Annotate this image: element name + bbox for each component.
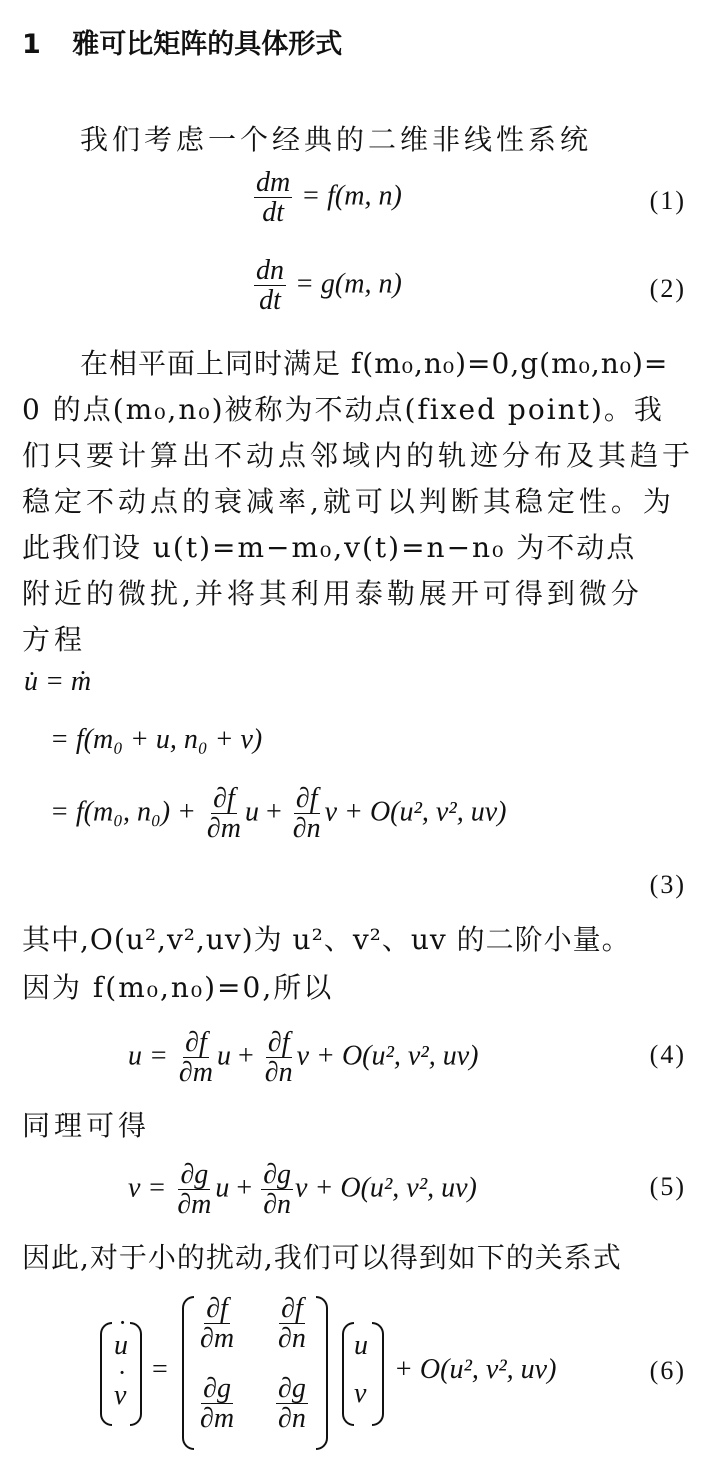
paragraph-fixed-point-line-3: 们只要计算出不动点邻域内的轨迹分布及其趋于 [22, 439, 695, 472]
paragraph-fixed-point-line-2: 0 的点(m₀,n₀)被称为不动点(fixed point)。我 [22, 393, 664, 426]
eq2-rhs: = g(m, n) [295, 268, 402, 300]
eq6-rhs-v: v [354, 1378, 367, 1409]
eq6-tail: + O(u², v², uv) [394, 1354, 557, 1385]
paragraph-because: 因为 f(m₀,n₀)=0,所以 [22, 971, 334, 1004]
eq5-tail: + O(u², v², uv) [314, 1172, 477, 1204]
eq6-rhs-u: u [354, 1330, 368, 1361]
eq3-line-3-tail: + O(u², v², uv) [344, 796, 507, 828]
eq4-tail: + O(u², v², uv) [316, 1040, 479, 1072]
eq4-partial-f-n: $\frac{\partial f}{\partial n}$ [264, 1027, 293, 1089]
paragraph-fixed-point-line-7: 方程 [22, 623, 87, 656]
eq6-lhs-u: u · [114, 1330, 128, 1362]
eq1-rhs: = f(m, n) [301, 180, 402, 212]
eq3-partial-f-m: $\frac{\partial f}{\partial m}$ [206, 783, 241, 845]
paragraph-second-order: 其中,O(u²,v²,uv)为 u²、v²、uv 的二阶小量。 [22, 923, 631, 956]
eq3-number: (3) [649, 870, 686, 899]
equation-6 [96, 1292, 636, 1452]
eq6-matrix-right-paren [316, 1296, 328, 1450]
eq4-lhs: u = [128, 1040, 168, 1072]
eq6-matrix-left-paren [182, 1296, 194, 1450]
eq6-lhs-v: v · [114, 1380, 126, 1412]
eq2-fraction: $\frac{dn}{dt}$ [256, 255, 284, 317]
eq6-number: (6) [649, 1356, 686, 1385]
eq5-partial-g-n: $\frac{\partial g}{\partial n}$ [263, 1159, 292, 1221]
paragraph-fixed-point-line-4: 稳定不动点的衰减率,就可以判断其稳定性。为 [22, 485, 675, 518]
eq5-lhs: v = [128, 1172, 167, 1204]
eq3-partial-f-n: $\frac{\partial f}{\partial n}$ [292, 783, 321, 845]
eq6-matrix-a12: $\frac{\partial f}{\partial n}$ [278, 1293, 306, 1355]
section-heading [22, 22, 342, 61]
eq3-line-3-head: = f(m₀, n₀) + [50, 796, 196, 828]
eq6-lhs-right-paren [130, 1322, 142, 1426]
equation-2 [252, 256, 402, 316]
eq4-partial-f-m: $\frac{\partial f}{\partial m}$ [178, 1027, 213, 1089]
equation-5: v = $\frac{\partial g}{\partial m}$ u + $\frac{\partial g}{\partial n}$ v + O(u², v², uv) [128, 1159, 477, 1221]
eq3-line-3: = f(m₀, n₀) + $\frac{\partial f}{\partial m}$ u + $\frac{\partial f}{\partial n}$ v + O(u², v², uv) [50, 783, 507, 845]
eq6-rhs-left-paren [342, 1322, 354, 1426]
paragraph-intro: 我们考虑一个经典的二维非线性系统 [80, 123, 593, 156]
paragraph-therefore: 因此,对于小的扰动,我们可以得到如下的关系式 [22, 1241, 622, 1274]
paragraph-similarly: 同理可得 [22, 1109, 151, 1142]
eq6-matrix-a11: $\frac{\partial f}{\partial m}$ [200, 1293, 235, 1355]
section-title: 雅可比矩阵的具体形式 [72, 29, 343, 60]
equation-1 [252, 168, 402, 228]
eq3-line-2: = f(m₀ + u, n₀ + v) [50, 724, 263, 755]
paragraph-fixed-point-line-6: 附近的微扰,并将其利用泰勒展开可得到微分 [22, 577, 643, 610]
eq4-number: (4) [649, 1040, 686, 1069]
section-number: 1 [22, 29, 41, 60]
eq2-number: (2) [649, 274, 686, 303]
eq1-fraction: $\frac{dm}{dt}$ [256, 167, 291, 229]
eq6-matrix-a22: $\frac{\partial g}{\partial n}$ [278, 1373, 306, 1435]
eq5-partial-g-m: $\frac{\partial g}{\partial m}$ [177, 1159, 212, 1221]
paragraph-fixed-point-line-1: 在相平面上同时满足 f(m₀,n₀)=0,g(m₀,n₀)= [80, 347, 669, 380]
eq6-lhs-left-paren [100, 1322, 112, 1426]
eq3-line-1: u̇ = ṁ [24, 666, 92, 697]
eq5-number: (5) [649, 1172, 686, 1201]
paragraph-fixed-point-line-5: 此我们设 u(t)=m−m₀,v(t)=n−n₀ 为不动点 [22, 531, 637, 564]
eq1-number: (1) [649, 186, 686, 215]
equation-4: u = $\frac{\partial f}{\partial m}$ u + $\frac{\partial f}{\partial n}$ v + O(u², v², uv) [128, 1027, 479, 1089]
eq6-rhs-right-paren [372, 1322, 384, 1426]
eq6-equals: = [152, 1354, 168, 1385]
eq6-matrix-a21: $\frac{\partial g}{\partial m}$ [200, 1373, 235, 1435]
